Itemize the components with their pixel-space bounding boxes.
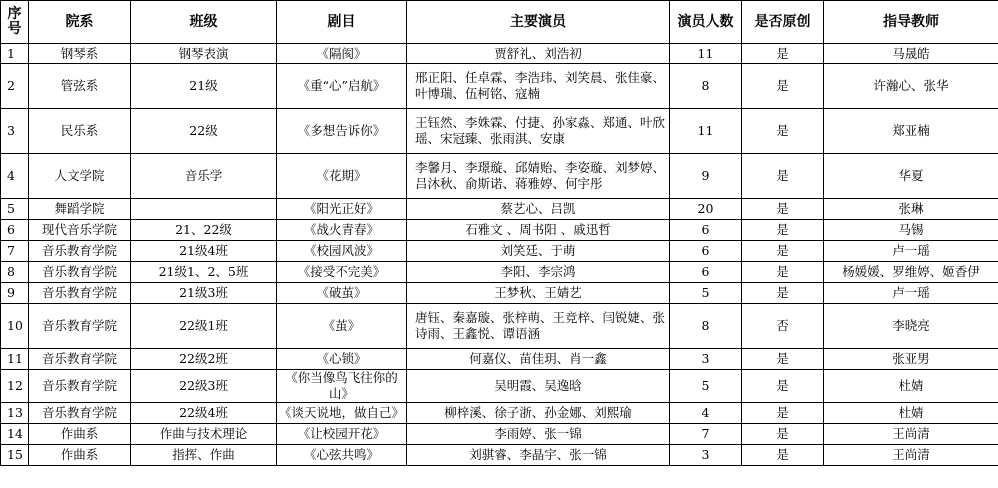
cell-class [131,199,277,220]
cell-cast-count: 11 [670,109,742,154]
table-row [1,154,998,199]
cell-teacher: 马晟皓 [824,44,998,64]
cell-original: 是 [742,199,824,220]
cell-original: 是 [742,424,824,445]
cell-original: 是 [742,241,824,262]
cell-cast: 王梦秋、王婧艺 [407,283,670,304]
cell-cast-count: 6 [670,262,742,283]
cell-index: 8 [1,262,29,283]
header-class: 班级 [131,1,277,44]
cell-original: 是 [742,154,824,199]
cell-original: 是 [742,262,824,283]
cell-teacher: 李晓亮 [824,304,998,349]
cell-teacher: 郑亚楠 [824,109,998,154]
cell-cast-count: 7 [670,424,742,445]
cell-original: 是 [742,403,824,424]
cell-class: 指挥、作曲 [131,445,277,466]
table-row [1,44,998,64]
cell-class: 22级1班 [131,304,277,349]
cell-cast: 贾舒礼、刘浩初 [407,44,670,64]
table-row [1,199,998,220]
cell-cast: 李雨婷、张一锦 [407,424,670,445]
cell-original: 是 [742,349,824,370]
table-row [1,304,998,349]
cell-cast-count: 6 [670,241,742,262]
cell-play: 《花期》 [277,154,407,199]
header-index: 序号 [1,1,29,44]
cell-index: 7 [1,241,29,262]
table-body [1,44,998,466]
cell-department: 音乐教育学院 [29,262,131,283]
cell-index: 3 [1,109,29,154]
cell-play: 《破茧》 [277,283,407,304]
cell-original: 是 [742,109,824,154]
cell-play: 《战火青春》 [277,220,407,241]
cell-cast-count: 5 [670,283,742,304]
cell-class: 21级1、2、5班 [131,262,277,283]
cell-class: 钢琴表演 [131,44,277,64]
header-cast-count: 演员人数 [670,1,742,44]
cell-department: 舞蹈学院 [29,199,131,220]
cell-index: 1 [1,44,29,64]
table-row [1,370,998,403]
cell-department: 音乐教育学院 [29,241,131,262]
cell-class: 22级2班 [131,349,277,370]
cell-cast-count: 5 [670,370,742,403]
cell-index: 9 [1,283,29,304]
cell-department: 民乐系 [29,109,131,154]
cell-play: 《校园风波》 [277,241,407,262]
cell-original: 是 [742,283,824,304]
cell-class: 22级4班 [131,403,277,424]
cell-index: 14 [1,424,29,445]
cell-class: 21、22级 [131,220,277,241]
cell-cast: 蔡艺心、吕凯 [407,199,670,220]
cell-cast-count: 3 [670,349,742,370]
cell-play: 《茧》 [277,304,407,349]
table-row [1,241,998,262]
cell-index: 13 [1,403,29,424]
cell-department: 音乐教育学院 [29,370,131,403]
cell-original: 是 [742,445,824,466]
cell-cast: 何嘉仪、苗佳玥、肖一鑫 [407,349,670,370]
cell-original: 是 [742,44,824,64]
cell-class: 作曲与技术理论 [131,424,277,445]
cell-original: 是 [742,370,824,403]
cell-teacher: 杜婧 [824,403,998,424]
cell-index: 11 [1,349,29,370]
cell-department: 管弦系 [29,64,131,109]
cell-play: 《让校园开花》 [277,424,407,445]
cell-cast-count: 8 [670,64,742,109]
cell-play: 《接受不完美》 [277,262,407,283]
cell-department: 音乐教育学院 [29,349,131,370]
table-row [1,349,998,370]
table-row [1,403,998,424]
cell-department: 人文学院 [29,154,131,199]
cell-cast-count: 11 [670,44,742,64]
cell-cast-count: 9 [670,154,742,199]
cell-play: 《隔阂》 [277,44,407,64]
cell-department: 音乐教育学院 [29,283,131,304]
cell-cast-count: 4 [670,403,742,424]
cell-index: 15 [1,445,29,466]
cell-department: 音乐教育学院 [29,403,131,424]
cell-cast-count: 3 [670,445,742,466]
cell-teacher: 杨媛媛、罗维婷、姬香伊 [824,262,998,283]
cell-class: 21级3班 [131,283,277,304]
cell-cast-count: 20 [670,199,742,220]
cell-cast: 刘笑廷、于萌 [407,241,670,262]
header-department: 院系 [29,1,131,44]
header-teacher: 指导教师 [824,1,998,44]
cell-index: 2 [1,64,29,109]
cell-department: 钢琴系 [29,44,131,64]
cell-teacher: 许瀚心、张华 [824,64,998,109]
cell-play: 《心弦共鸣》 [277,445,407,466]
cell-play: 《谈天说地，做自己》 [277,403,407,424]
cell-teacher: 卢一瑶 [824,283,998,304]
table-row [1,283,998,304]
cell-class: 22级3班 [131,370,277,403]
cell-class: 21级4班 [131,241,277,262]
header-original: 是否原创 [742,1,824,44]
cell-cast-count: 6 [670,220,742,241]
cell-index: 4 [1,154,29,199]
cell-original: 是 [742,64,824,109]
cell-cast-count: 8 [670,304,742,349]
cell-teacher: 华夏 [824,154,998,199]
cell-cast: 吴明霞、吴逸晗 [407,370,670,403]
cell-index: 12 [1,370,29,403]
header-cast: 主要演员 [407,1,670,44]
cell-cast: 柳梓溪、徐子浙、孙金娜、刘熙瑜 [407,403,670,424]
cell-cast: 王钰然、李姝霖、付捷、孙家淼、郑通、叶欣瑶、宋冠臻、张雨淇、安康 [407,109,670,154]
cell-index: 10 [1,304,29,349]
cell-teacher: 杜婧 [824,370,998,403]
cell-play: 《重“心”启航》 [277,64,407,109]
cell-play: 《你当像鸟飞往你的山》 [277,370,407,403]
cell-play: 《心锁》 [277,349,407,370]
table-row [1,64,998,109]
table-row [1,220,998,241]
cell-class: 21级 [131,64,277,109]
cell-class: 22级 [131,109,277,154]
table-row [1,262,998,283]
cell-cast: 李馨月、李璟璇、邱婧贻、李姿璇、刘梦婷、吕沐秋、俞斯诺、蒋雅婷、何宇彤 [407,154,670,199]
cell-cast: 邢正阳、任卓霖、李浩玮、刘笑晨、张佳豪、叶博瑞、伍柯铭、寇楠 [407,64,670,109]
table-row [1,424,998,445]
cell-department: 作曲系 [29,445,131,466]
cell-department: 现代音乐学院 [29,220,131,241]
cell-cast: 刘骐睿、李晶宇、张一锦 [407,445,670,466]
cell-original: 否 [742,304,824,349]
cell-teacher: 张亚男 [824,349,998,370]
header-play: 剧目 [277,1,407,44]
cell-index: 5 [1,199,29,220]
table-row [1,445,998,466]
cell-teacher: 张琳 [824,199,998,220]
cell-play: 《多想告诉你》 [277,109,407,154]
cell-department: 作曲系 [29,424,131,445]
cell-cast: 唐钰、秦嘉璇、张梓萌、王竞梓、闫锐婕、张诗雨、王鑫悦、谭语涵 [407,304,670,349]
cell-cast: 石雅文 、周书阳 、戚迅哲 [407,220,670,241]
table-row [1,109,998,154]
cell-index: 6 [1,220,29,241]
header-row [1,1,998,44]
cell-class: 音乐学 [131,154,277,199]
cell-teacher: 卢一瑶 [824,241,998,262]
cell-teacher: 马锡 [824,220,998,241]
cell-play: 《阳光正好》 [277,199,407,220]
cell-department: 音乐教育学院 [29,304,131,349]
cell-original: 是 [742,220,824,241]
cell-cast: 李阳、李宗鸿 [407,262,670,283]
cell-teacher: 王尚清 [824,445,998,466]
cell-teacher: 王尚清 [824,424,998,445]
